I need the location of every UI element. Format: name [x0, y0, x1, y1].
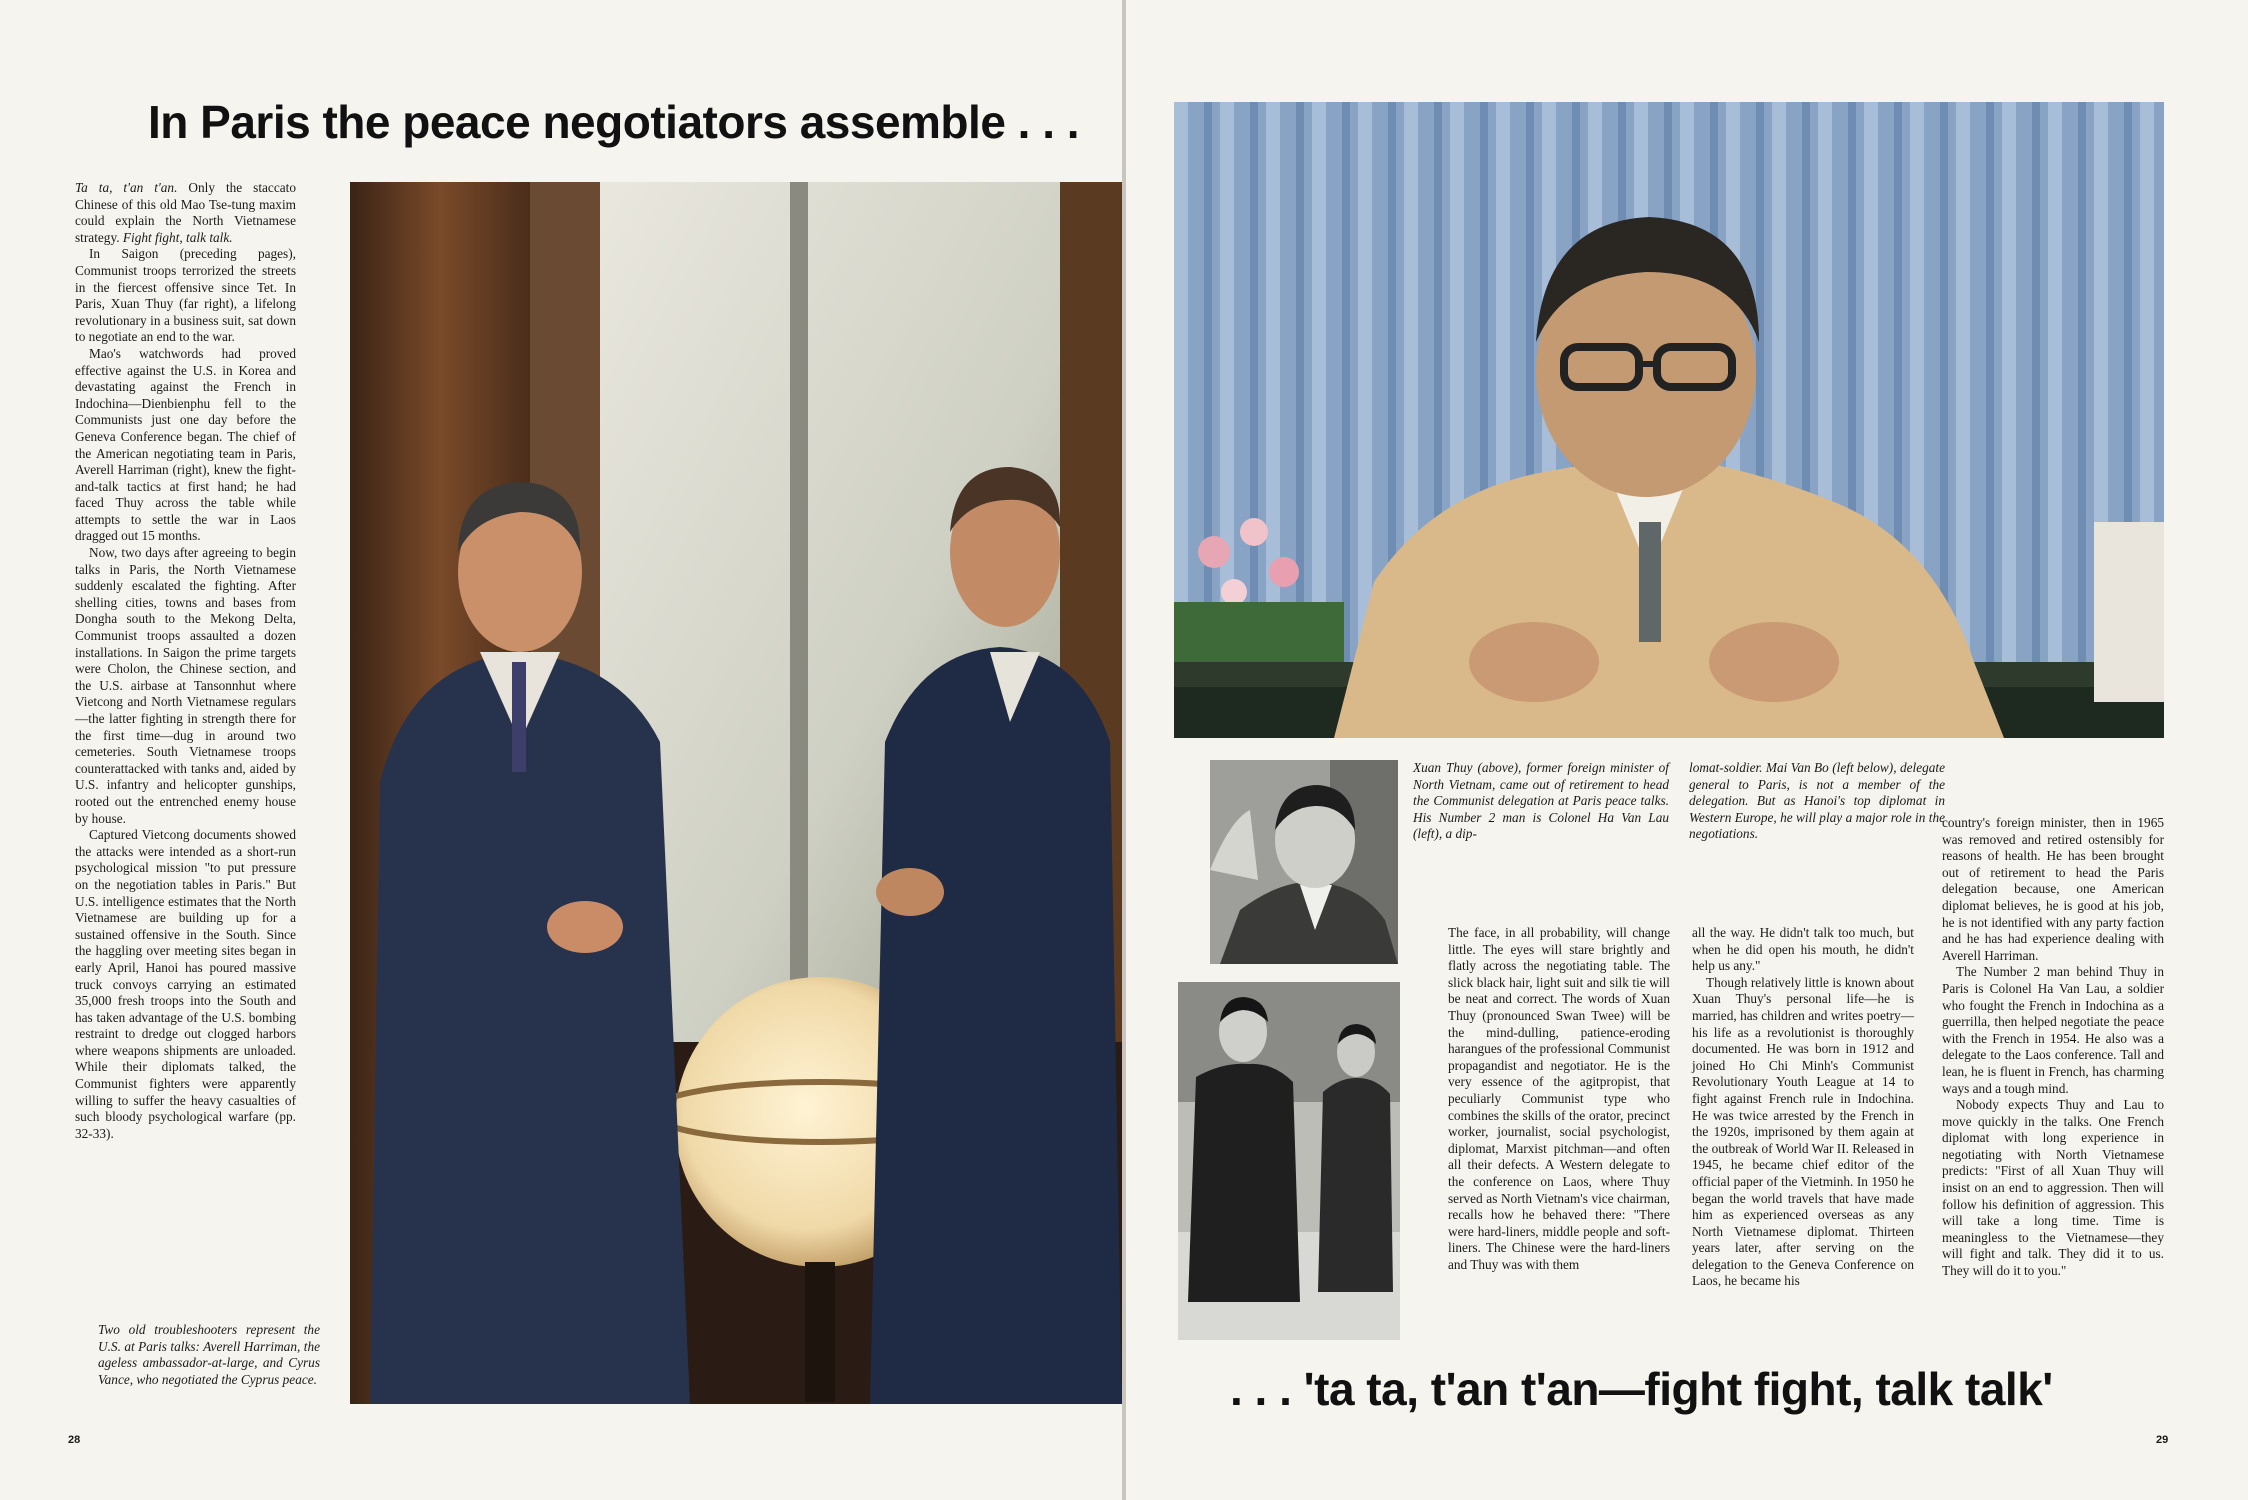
photo-caption-col1 [1413, 760, 1669, 843]
body-paragraph: Captured Vietcong documents showed the attacks were intended as a short-run psychological mission "to put pressure on the negotiation tables in Paris." But U.S. intelligence estimates that the North Vietnamese are building up for a sustained offensive in the South. Since the haggling over meeting sites began in early April, Hanoi has poured massive truck convoys carrying an estimated 35,000 fresh troops into the South and has taken advantage of the U.S. bombing restraint to dredge out clogged harbors where weapons shipments are unloaded. While their diplomats talked, the Communist fighters were apparently willing to suffer the heavy casualties of such bloody psychological warfare (pp. 32-33). [75, 827, 296, 1141]
right-headline: . . . 'ta ta, t'an t'an—fight fight, talk talk' [1230, 1363, 2053, 1415]
page-number-left: 28 [68, 1434, 81, 1446]
xuan-thuy-photo [1174, 102, 2164, 738]
caption-text: Two old troubleshooters represent the U.S. at Paris talks: Averell Harriman, the ageless ambassador-at-large, and Cyrus Vance, who negotiated the Cyprus peace. [98, 1322, 320, 1387]
paragraph-text: Only the staccato Chinese of this old Mao Tse-tung maxim could explain the North Vietnamese strategy. [75, 180, 296, 245]
harriman-vance-caption [98, 1322, 320, 1388]
photo-caption-col2 [1689, 760, 1945, 843]
body-paragraph: country's foreign minister, then in 1965 was removed and retired ostensibly for reasons of health. He has been brought out of retirement to head the Paris delegation because, one American diplomat believes, he is good at his job, he is not identified with any party faction and he has had experience dealing with Averell Harriman. [1942, 815, 2164, 963]
right-body-column-3 [1942, 815, 2164, 1280]
right-body-column-1 [1448, 925, 1670, 1273]
body-paragraph: Now, two days after agreeing to begin talks in Paris, the North Vietnamese suddenly escalated the fighting. After shelling cities, towns and bases from Dongha south to the Mekong Delta, Communist troops assaulted a dozen installations. In Saigon the prime targets were Cholon, the Chinese section, and the U.S. airbase at Tansonnhut where Vietcong and North Vietnamese regulars—the latter fighting in strength there for the first time—dug in around two cemeteries. South Vietnamese troops counterattacked with tanks and, aided by U.S. infantry and helicopter gunships, rooted out the entrenched enemy house by house. [75, 545, 296, 826]
ha-van-lau-photo [1210, 760, 1398, 964]
left-page [0, 0, 1122, 1500]
left-body-column [75, 180, 296, 1142]
right-body-column-2 [1692, 925, 1914, 1290]
mai-van-bo-illustration [1178, 982, 1400, 1340]
maxim-lead: Ta ta, t'an t'an. [75, 180, 178, 195]
left-headline: In Paris the peace negotiators assemble . . . [148, 96, 1080, 148]
body-paragraph: all the way. He didn't talk too much, but when he did open his mouth, he didn't help us any." [1692, 925, 1914, 974]
caption-text: lomat-soldier. Mai Van Bo (left below), delegate general to Paris, is not a member of the delegation. But as Hanoi's top diplomat in Western Europe, he will play a major role in the negotiations. [1689, 760, 1945, 842]
ha-van-lau-illustration [1210, 760, 1398, 964]
maxim-tail: Fight fight, talk talk. [122, 229, 233, 245]
body-paragraph: The Number 2 man behind Thuy in Paris is Colonel Ha Van Lau, a soldier who fought the French in Indochina as a guerrilla, then helped negotiate the peace with the French in 1954. He also was a delegate to the Laos conference. Tall and lean, he is fluent in French, has charming ways and a tough mind. [1942, 964, 2164, 1096]
body-paragraph: Nobody expects Thuy and Lau to move quickly in the talks. One French diplomat with long experience in negotiating with North Vietnamese predicts: "First of all Xuan Thuy will insist on an end to aggression. Then will follow his definition of aggression. This will take a long time. Time is meaningless to the Vietnamese—they will fight and talk. They did it to us. They will do it to you." [1942, 1097, 2164, 1279]
caption-text: Xuan Thuy (above), former foreign minister of North Vietnam, came out of retirement to head the Communist delegation at Paris peace talks. His Number 2 man is Colonel Ha Van Lau (left), a dip- [1413, 760, 1669, 842]
page-number-right: 29 [2156, 1434, 2169, 1446]
harriman-vance-illustration [350, 182, 1122, 1404]
body-paragraph: The face, in all probability, will change little. The eyes will stare brightly and flatly across the negotiating table. The slick black hair, light suit and silk tie will be neat and correct. The words of Xuan Thuy (pronounced Swan Twee) will be the mind-dulling, patience-eroding harangues of the professional Communist propagandist and negotiator. He is the very essence of the agitpropist, that peculiarly Communist type who combines the skills of the orator, precinct worker, journalist, social psychologist, diplomat, Marxist pitchman—and often all their defects. A Western delegate to the conference on Laos, where Thuy served as North Vietnam's vice chairman, recalls how he behaved there: "There were hard-liners, middle people and soft-liners. The Chinese were the hard-liners and Thuy was with them [1448, 925, 1670, 1272]
xuan-thuy-illustration [1174, 102, 2164, 738]
body-paragraph: Though relatively little is known about Xuan Thuy's personal life—he is married, has children and writes poetry—his life as a revolutionist is thoroughly documented. He was born in 1912 and joined Ho Chi Minh's Communist Revolutionary Youth League at 14 to fight against French rule in Indochina. He was twice arrested by the French in the 1920s, imprisoned by them again at the outbreak of World War II. Released in 1945, he became chief editor of the official paper of the Vietminh. In 1950 he began the world travels that have made him as experienced overseas as any North Vietnamese diplomat. Thirteen years later, after serving on the delegation to the Geneva Conference on Laos, he became his [1692, 974, 1914, 1289]
mai-van-bo-photo [1178, 982, 1400, 1340]
body-paragraph: In Saigon (preceding pages), Communist troops terrorized the streets in the fiercest offensive since Tet. In Paris, Xuan Thuy (far right), a lifelong revolutionary in a business suit, sat down to negotiate an end to the war. [75, 246, 296, 345]
body-paragraph: Mao's watchwords had proved effective against the U.S. in Korea and devastating against the French in Indochina—Dienbienphu fell to the Communists just one day before the Geneva Conference began. The chief of the American negotiating team in Paris, Averell Harriman (right), knew the fight-and-talk tactics at first hand; he had faced Thuy across the table while attempts to settle the war in Laos dragged out 15 months. [75, 345, 296, 544]
harriman-vance-photo [350, 182, 1122, 1404]
body-paragraph [75, 180, 296, 246]
right-page [1126, 0, 2248, 1500]
